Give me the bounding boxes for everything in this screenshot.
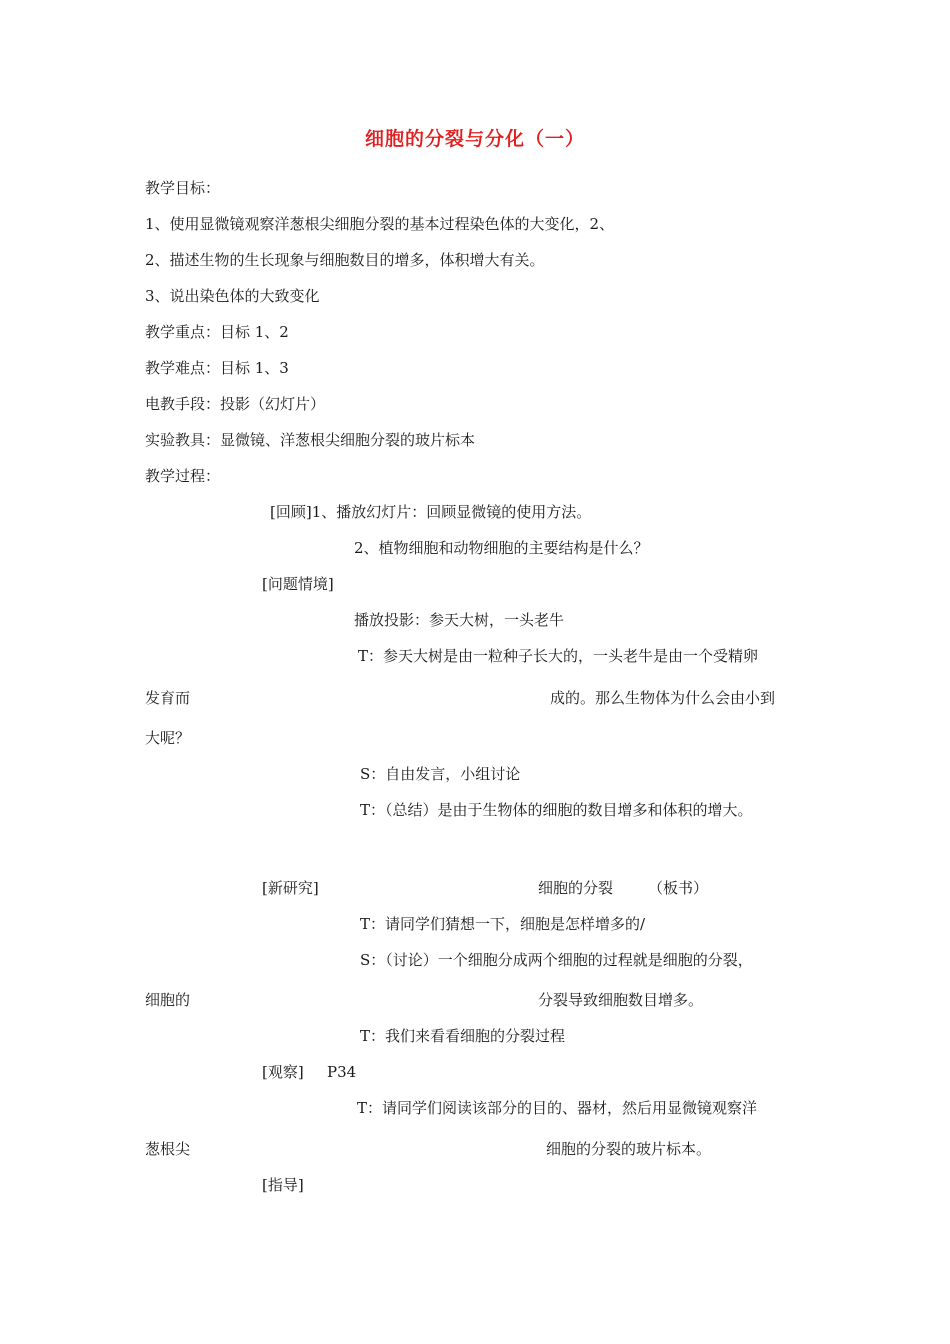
teaching-equipment: 实验教具：显微镜、洋葱根尖细胞分裂的玻片标本 [145, 431, 476, 449]
projection-line: 播放投影：参天大树，一头老牛 [354, 611, 565, 629]
question-heading: [问题情境] [262, 575, 334, 593]
objectives-heading: 教学目标： [145, 179, 221, 197]
teacher-line-1a: T：参天大树是由一粒种子长大的，一头老牛是由一个受精卵 [358, 647, 759, 665]
student-line-2a: S：（讨论）一个细胞分成两个细胞的过程就是细胞的分裂， [360, 951, 753, 969]
review-line-1: [回顾]1、播放幻灯片：回顾显微镜的使用方法。 [270, 503, 592, 521]
teacher-line-5a: T：请同学们阅读该部分的目的、器材，然后用显微镜观察洋 [357, 1099, 758, 1117]
objective-3: 3、说出染色体的大致变化 [145, 287, 320, 305]
teacher-line-5b-left: 葱根尖 [145, 1140, 191, 1158]
teacher-line-5b-right: 细胞的分裂的玻片标本。 [546, 1140, 712, 1158]
teacher-line-2: T：（总结）是由于生物体的细胞的数目增多和体积的增大。 [360, 801, 753, 819]
observe-page: P34 [327, 1063, 357, 1081]
objective-2: 2、描述生物的生长现象与细胞数目的增多，体积增大有关。 [145, 251, 545, 269]
process-heading: 教学过程： [145, 467, 221, 485]
review-line-2: 2、植物细胞和动物细胞的主要结构是什么？ [354, 539, 649, 557]
key-points: 教学重点：目标 1、2 [145, 323, 289, 341]
teacher-line-3: T：请同学们猜想一下，细胞是怎样增多的/ [360, 915, 646, 933]
difficult-points: 教学难点：目标 1、3 [145, 359, 289, 377]
student-line-2b-left: 细胞的 [145, 991, 191, 1009]
new-study-topic: 细胞的分裂 [538, 879, 614, 897]
guide-heading: [指导] [262, 1176, 304, 1194]
student-line-2b-right: 分裂导致细胞数目增多。 [538, 991, 704, 1009]
new-study-note: （板书） [648, 879, 709, 897]
page-title: 细胞的分裂与分化（一） [364, 128, 585, 150]
student-line-1: S：自由发言，小组讨论 [360, 765, 521, 783]
teacher-line-1b-left: 发育而 [145, 689, 191, 707]
teacher-line-1c: 大呢？ [145, 729, 191, 747]
new-study-heading: [新研究] [262, 879, 319, 897]
teacher-line-4: T：我们来看看细胞的分裂过程 [360, 1027, 566, 1045]
teaching-media: 电教手段：投影（幻灯片） [145, 395, 326, 413]
observe-heading: [观察] [262, 1063, 304, 1081]
teacher-line-1b-right: 成的。那么生物体为什么会由小到 [550, 689, 776, 707]
objective-1: 1、使用显微镜观察洋葱根尖细胞分裂的基本过程染色体的大变化，2、 [145, 215, 615, 233]
